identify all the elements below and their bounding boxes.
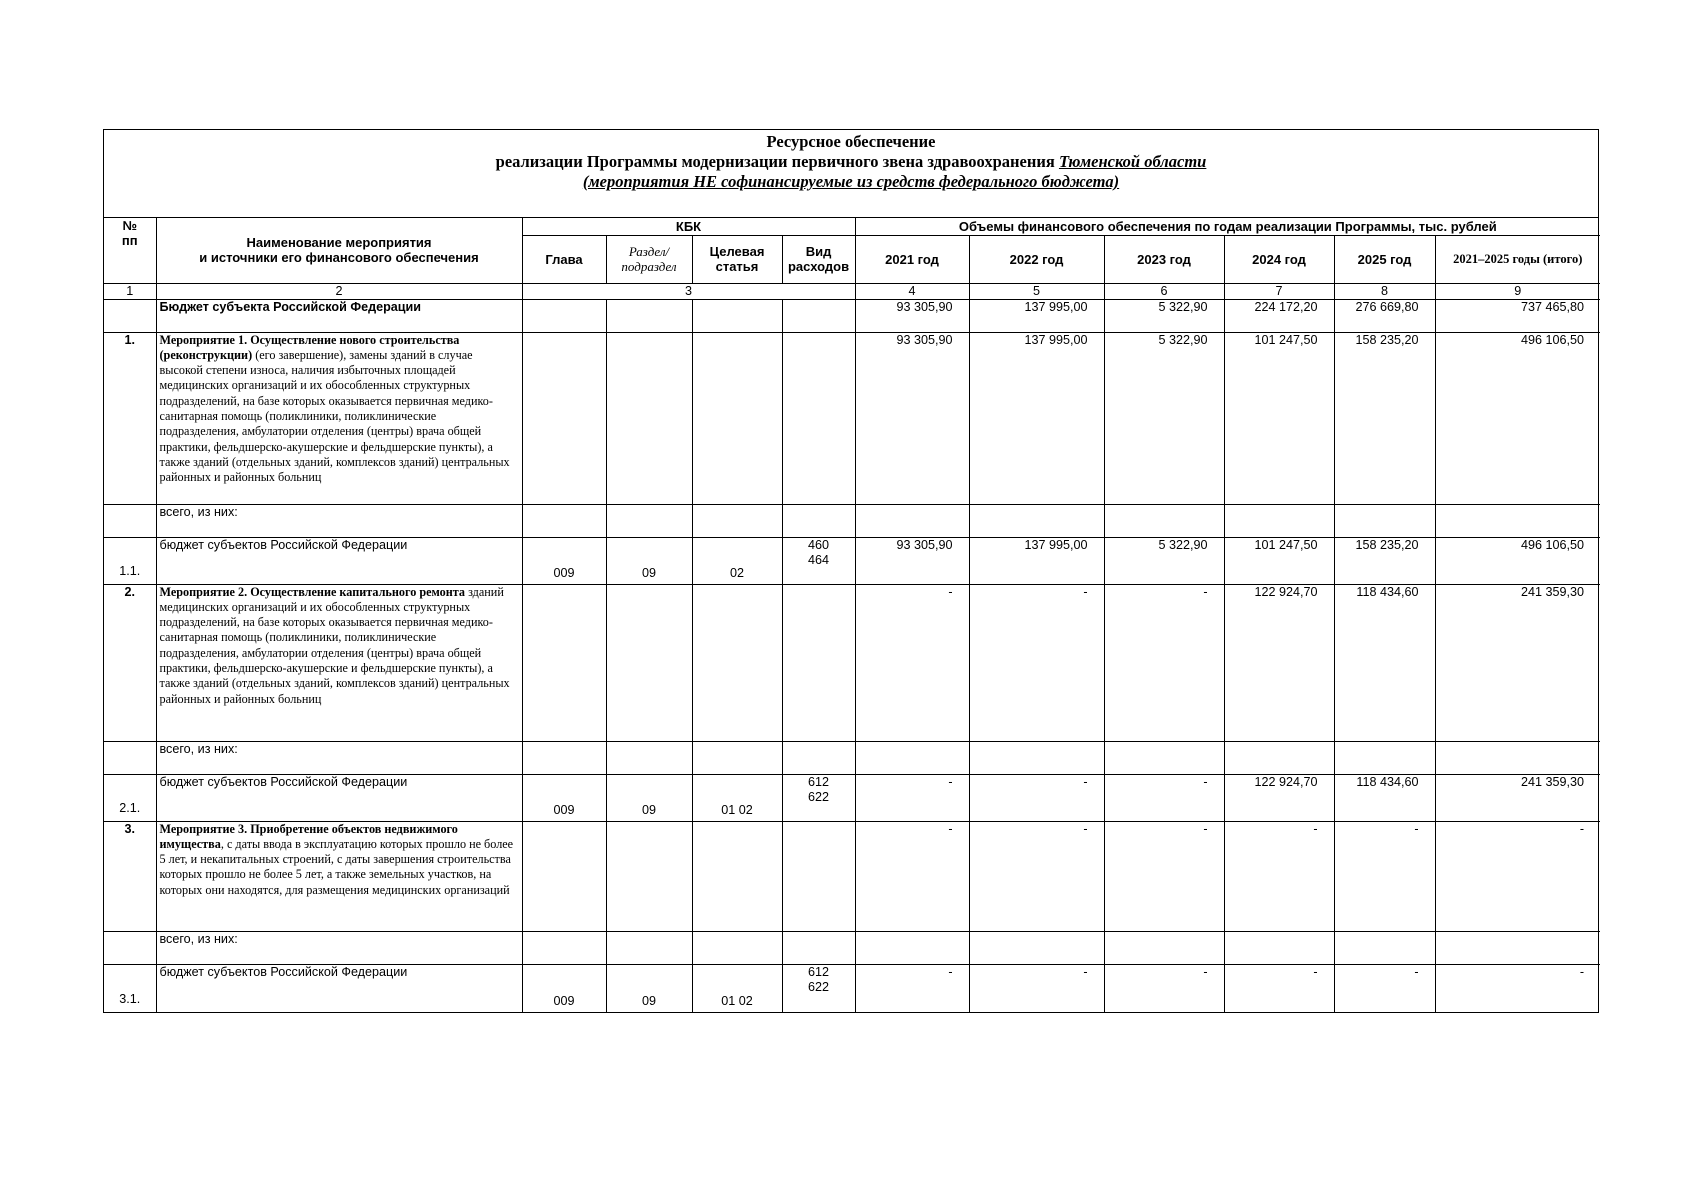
- header-razdel: Раздел/ подраздел: [606, 235, 692, 283]
- empty-cell: [606, 584, 692, 741]
- empty-cell: [1334, 931, 1435, 964]
- header-volumes: Объемы финансового обеспечения по годам реализации Программы, тыс. рублей: [855, 218, 1600, 235]
- empty-cell: [104, 741, 156, 774]
- kbk-vid: 612 622: [782, 774, 855, 821]
- sub-value: -: [969, 774, 1104, 821]
- budget-num: [104, 299, 156, 332]
- sub-value: -: [969, 964, 1104, 1012]
- kbk-vid: 612 622: [782, 964, 855, 1012]
- empty-cell: [692, 821, 782, 931]
- empty-cell: [1104, 504, 1224, 537]
- kbk-glava: 009: [522, 537, 606, 584]
- sub-value: 93 305,90: [855, 537, 969, 584]
- empty-cell: [606, 299, 692, 332]
- empty-cell: [522, 504, 606, 537]
- measure-sub-row: [104, 964, 1600, 1012]
- empty-cell: [782, 821, 855, 931]
- measure-value: -: [969, 584, 1104, 741]
- kbk-razdel: 09: [606, 537, 692, 584]
- empty-cell: [969, 741, 1104, 774]
- empty-cell: [1104, 741, 1224, 774]
- measure-value: -: [1104, 584, 1224, 741]
- empty-cell: [1104, 931, 1224, 964]
- measure-num: 3.: [104, 821, 156, 931]
- measure-value: -: [855, 584, 969, 741]
- column-numbers-row: [104, 283, 1600, 299]
- measure-title: Мероприятие 2. Осуществление капитального ремонта: [159, 584, 466, 599]
- kbk-vid: 460 464: [782, 537, 855, 584]
- financing-table: [104, 218, 1600, 1012]
- budget-value: 224 172,20: [1224, 299, 1334, 332]
- sub-value: 5 322,90: [1104, 537, 1224, 584]
- measure-value: 241 359,30: [1435, 584, 1600, 741]
- budget-value: 276 669,80: [1334, 299, 1435, 332]
- measure-title: Мероприятие 3. Приобретение объектов недвижимого имущества: [159, 821, 458, 851]
- sub-num: 2.1.: [104, 774, 156, 821]
- measure-value: -: [1104, 821, 1224, 931]
- measure-value: 118 434,60: [1334, 584, 1435, 741]
- measure-row: [104, 821, 1600, 931]
- empty-cell: [969, 931, 1104, 964]
- total-label: всего, из них:: [156, 504, 522, 537]
- measure-row: [104, 584, 1600, 741]
- kbk-glava: 009: [522, 964, 606, 1012]
- header-vid: Вид расходов: [782, 235, 855, 283]
- kbk-razdel: 09: [606, 774, 692, 821]
- document-title: [104, 130, 1598, 218]
- measure-value: 93 305,90: [855, 332, 969, 504]
- measure-title: Мероприятие 1. Осуществление нового строительства (реконструкции): [159, 332, 460, 362]
- empty-cell: [782, 741, 855, 774]
- title-line-2-prefix: реализации Программы модернизации первичного звена здравоохранения: [495, 152, 1059, 171]
- budget-value: 137 995,00: [969, 299, 1104, 332]
- empty-cell: [692, 931, 782, 964]
- header-celevaya: Целевая статья: [692, 235, 782, 283]
- measure-title-rest: , с даты ввода в эксплуатацию которых прошло не более 5 лет, и некапитальных строений, с даты завершения строительства которых прошло не более 5 лет, а также земельных участков, на которых они находятся, для размещения медицинских организаций: [159, 836, 514, 897]
- budget-label: Бюджет субъекта Российской Федерации: [156, 299, 522, 332]
- empty-cell: [1224, 504, 1334, 537]
- header-year-2025: 2025 год: [1334, 235, 1435, 283]
- sub-value: 241 359,30: [1435, 774, 1600, 821]
- header-year-2022: 2022 год: [969, 235, 1104, 283]
- measure-value: 158 235,20: [1334, 332, 1435, 504]
- measure-sub-row: [104, 537, 1600, 584]
- empty-cell: [782, 504, 855, 537]
- empty-cell: [969, 504, 1104, 537]
- sub-value: 122 924,70: [1224, 774, 1334, 821]
- empty-cell: [1435, 504, 1600, 537]
- resource-table-document: [103, 129, 1599, 1013]
- sub-value: -: [1224, 964, 1334, 1012]
- budget-value: 5 322,90: [1104, 299, 1224, 332]
- measure-num: 1.: [104, 332, 156, 504]
- empty-cell: [782, 299, 855, 332]
- measure-title-rest: зданий медицинских организаций и их обособленных структурных подразделений, на базе которых оказывается первичная медико-санитарная помощь (поликлиники, поликлинические подразделения, амбулатории отделения (центры) врача общей практики, фельдшерско-акушерские и фельдшерские пункты), а также зданий (отдельных зданий, комплексов зданий) центральных районных и районных больниц: [159, 584, 510, 706]
- kbk-celevaya: 01 02: [692, 774, 782, 821]
- col-number: 6: [1104, 283, 1224, 299]
- measure-value: -: [1435, 821, 1600, 931]
- budget-row: [104, 299, 1600, 332]
- sub-value: 158 235,20: [1334, 537, 1435, 584]
- empty-cell: [1334, 741, 1435, 774]
- measure-row: [104, 332, 1600, 504]
- sub-value: -: [855, 774, 969, 821]
- header-num: № пп: [104, 218, 156, 283]
- empty-cell: [782, 332, 855, 504]
- title-line-1: Ресурсное обеспечение: [766, 132, 936, 151]
- empty-cell: [522, 741, 606, 774]
- measure-value: -: [969, 821, 1104, 931]
- measure-total-row: [104, 931, 1600, 964]
- header-name: Наименование мероприятия и источники его финансового обеспечения: [156, 218, 522, 283]
- empty-cell: [692, 299, 782, 332]
- title-line-2: [104, 152, 1598, 172]
- measure-value: 122 924,70: [1224, 584, 1334, 741]
- measure-total-row: [104, 741, 1600, 774]
- empty-cell: [855, 741, 969, 774]
- empty-cell: [1435, 741, 1600, 774]
- measure-title-rest: (его завершение), замены зданий в случае высокой степени износа, наличия избыточных площадей медицинских организаций и их обособленных структурных подразделений, на базе которых оказывается первичная медико-санитарная помощь (поликлиники, поликлинические подразделения, амбулатории отделения (центры) врача общей практики, фельдшерско-акушерские и фельдшерские пункты), а также зданий (отдельных зданий, комплексов зданий) центральных районных и районных больниц: [159, 347, 510, 485]
- empty-cell: [606, 821, 692, 931]
- col-number: 4: [855, 283, 969, 299]
- sub-label: бюджет субъектов Российской Федерации: [156, 774, 522, 821]
- empty-cell: [782, 584, 855, 741]
- empty-cell: [522, 332, 606, 504]
- header-glava: Глава: [522, 235, 606, 283]
- col-number: 3: [522, 283, 855, 299]
- empty-cell: [104, 931, 156, 964]
- empty-cell: [782, 931, 855, 964]
- kbk-celevaya: 01 02: [692, 964, 782, 1012]
- empty-cell: [1334, 504, 1435, 537]
- sub-num: 1.1.: [104, 537, 156, 584]
- measure-description: [156, 821, 522, 931]
- measure-value: -: [1224, 821, 1334, 931]
- sub-value: 496 106,50: [1435, 537, 1600, 584]
- sub-value: 137 995,00: [969, 537, 1104, 584]
- empty-cell: [1224, 741, 1334, 774]
- empty-cell: [1224, 931, 1334, 964]
- empty-cell: [522, 299, 606, 332]
- empty-cell: [606, 332, 692, 504]
- measure-value: -: [1334, 821, 1435, 931]
- empty-cell: [522, 931, 606, 964]
- empty-cell: [692, 504, 782, 537]
- sub-value: -: [1104, 774, 1224, 821]
- kbk-glava: 009: [522, 774, 606, 821]
- sub-value: -: [855, 964, 969, 1012]
- title-line-3: (мероприятия НЕ софинансируемые из средств федерального бюджета): [582, 172, 1120, 191]
- empty-cell: [522, 584, 606, 741]
- col-number: 9: [1435, 283, 1600, 299]
- empty-cell: [1435, 931, 1600, 964]
- measure-value: 5 322,90: [1104, 332, 1224, 504]
- sub-value: -: [1334, 964, 1435, 1012]
- measure-value: 496 106,50: [1435, 332, 1600, 504]
- empty-cell: [855, 931, 969, 964]
- kbk-celevaya: 02: [692, 537, 782, 584]
- header-year-2023: 2023 год: [1104, 235, 1224, 283]
- measure-total-row: [104, 504, 1600, 537]
- budget-value: 93 305,90: [855, 299, 969, 332]
- measure-sub-row: [104, 774, 1600, 821]
- empty-cell: [606, 504, 692, 537]
- empty-cell: [692, 741, 782, 774]
- header-year-total: 2021–2025 годы (итого): [1435, 235, 1600, 283]
- sub-value: 101 247,50: [1224, 537, 1334, 584]
- empty-cell: [606, 931, 692, 964]
- measure-value: -: [855, 821, 969, 931]
- measure-value: 137 995,00: [969, 332, 1104, 504]
- col-number: 7: [1224, 283, 1334, 299]
- empty-cell: [522, 821, 606, 931]
- title-region: Тюменской области: [1058, 152, 1207, 171]
- total-label: всего, из них:: [156, 931, 522, 964]
- sub-num: 3.1.: [104, 964, 156, 1012]
- empty-cell: [855, 504, 969, 537]
- budget-value: 737 465,80: [1435, 299, 1600, 332]
- col-number: 8: [1334, 283, 1435, 299]
- sub-value: -: [1104, 964, 1224, 1012]
- empty-cell: [606, 741, 692, 774]
- measure-description: [156, 584, 522, 741]
- col-number: 2: [156, 283, 522, 299]
- sub-value: 118 434,60: [1334, 774, 1435, 821]
- kbk-razdel: 09: [606, 964, 692, 1012]
- header-year-2021: 2021 год: [855, 235, 969, 283]
- measure-description: [156, 332, 522, 504]
- measure-num: 2.: [104, 584, 156, 741]
- header-kbk: КБК: [522, 218, 855, 235]
- col-number: 1: [104, 283, 156, 299]
- total-label: всего, из них:: [156, 741, 522, 774]
- sub-value: -: [1435, 964, 1600, 1012]
- sub-label: бюджет субъектов Российской Федерации: [156, 964, 522, 1012]
- empty-cell: [104, 504, 156, 537]
- col-number: 5: [969, 283, 1104, 299]
- empty-cell: [692, 332, 782, 504]
- sub-label: бюджет субъектов Российской Федерации: [156, 537, 522, 584]
- empty-cell: [692, 584, 782, 741]
- header-year-2024: 2024 год: [1224, 235, 1334, 283]
- measure-value: 101 247,50: [1224, 332, 1334, 504]
